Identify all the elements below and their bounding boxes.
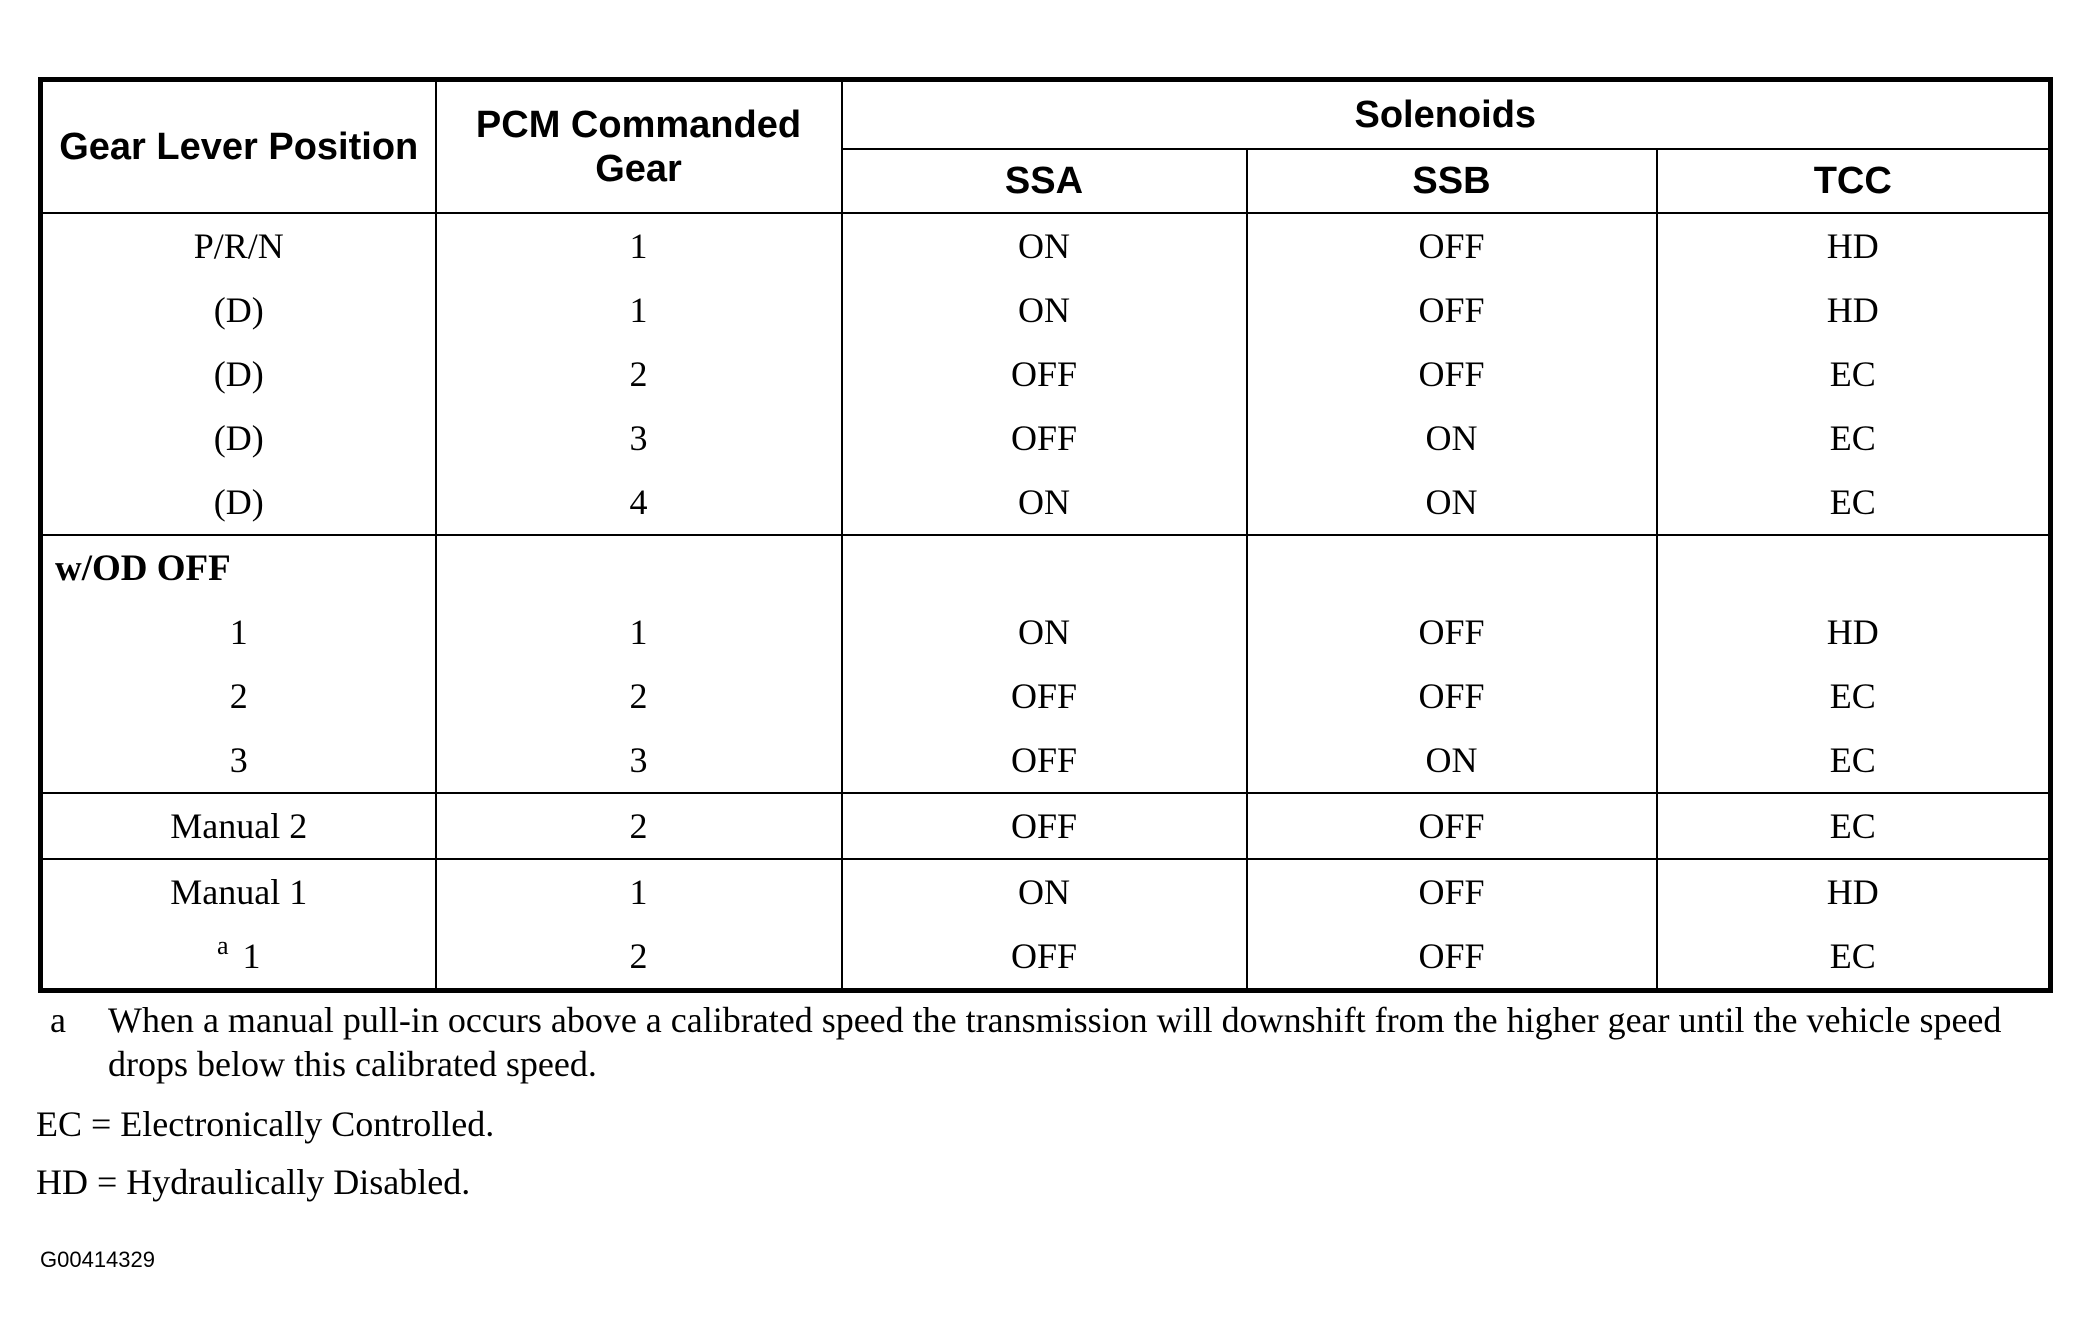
figure-id: G00414329 xyxy=(40,1247,155,1272)
cell-gear-lever-position: Manual 2 xyxy=(41,793,436,859)
cell-ssa: ON xyxy=(842,600,1247,664)
header-pcm-commanded-gear: PCM Commanded Gear xyxy=(436,80,842,214)
cell-ssb: OFF xyxy=(1247,600,1657,664)
table-row xyxy=(41,470,2051,535)
header-solenoids: Solenoids xyxy=(842,80,2051,150)
cell-gear-lever-position: (D) xyxy=(41,406,436,470)
cell-gear-lever-position: 1 xyxy=(41,600,436,664)
cell-ssb: ON xyxy=(1247,406,1657,470)
empty-cell xyxy=(436,535,842,600)
cell-gear-lever-position: (D) xyxy=(41,470,436,535)
ec-definition: EC = Electronically Controlled. xyxy=(36,1104,495,1144)
cell-ssb: OFF xyxy=(1247,342,1657,406)
cell-ssb: ON xyxy=(1247,728,1657,793)
header-ssb: SSB xyxy=(1247,149,1657,213)
cell-ssb: OFF xyxy=(1247,924,1657,991)
cell-tcc: HD xyxy=(1826,290,1879,330)
group-title: w/OD OFF xyxy=(41,535,436,600)
cell-gear-lever-position xyxy=(41,924,436,991)
table-body xyxy=(41,213,2051,991)
cell-pcm-commanded-gear: 2 xyxy=(436,664,842,728)
footnote-mark: a xyxy=(50,1000,66,1040)
cell-ssa: ON xyxy=(842,470,1247,535)
cell-pcm-commanded-gear: 4 xyxy=(436,470,842,535)
cell-tcc: HD xyxy=(1826,612,1879,652)
cell-gear-lever-position: (D) xyxy=(41,342,436,406)
table-row xyxy=(41,342,2051,406)
cell-ssa: OFF xyxy=(842,664,1247,728)
notes-section xyxy=(36,998,2046,1204)
footnote xyxy=(36,998,2046,1086)
table-row xyxy=(41,213,2051,278)
header-ssa: SSA xyxy=(842,149,1247,213)
cell-pcm-commanded-gear: 3 xyxy=(436,406,842,470)
header-tcc: TCC xyxy=(1657,149,2051,213)
cell-ssb: OFF xyxy=(1247,664,1657,728)
table-row xyxy=(41,859,2051,924)
cell-tcc: HD xyxy=(1826,872,1879,912)
cell-tcc: EC xyxy=(1657,793,2051,859)
table-row xyxy=(41,278,2051,342)
empty-cell xyxy=(1247,535,1657,600)
cell-pcm-commanded-gear: 2 xyxy=(436,924,842,991)
cell-pcm-commanded-gear: 1 xyxy=(436,859,842,924)
cell-ssb: ON xyxy=(1247,470,1657,535)
table-row xyxy=(41,406,2051,470)
footnote-text: When a manual pull-in occurs above a calibrated speed the transmission will downshift from the higher gear until the vehicle speed drops below this calibrated speed. xyxy=(108,1000,2002,1084)
cell-tcc: EC xyxy=(1657,470,2051,535)
cell-ssa: OFF xyxy=(842,342,1247,406)
cell-ssb: OFF xyxy=(1247,213,1657,278)
footnote-reference: a xyxy=(216,931,229,960)
position-value: 1 xyxy=(242,936,261,976)
cell-ssa: OFF xyxy=(842,793,1247,859)
hd-definition: HD = Hydraulically Disabled. xyxy=(36,1162,471,1202)
empty-cell xyxy=(842,535,1247,600)
cell-pcm-commanded-gear: 2 xyxy=(436,342,842,406)
cell-pcm-commanded-gear: 2 xyxy=(436,793,842,859)
cell-ssb: OFF xyxy=(1247,278,1657,342)
cell-tcc: EC xyxy=(1829,676,1876,716)
cell-tcc: EC xyxy=(1657,728,2051,793)
cell-tcc: EC xyxy=(1829,354,1876,394)
cell-gear-lever-position: 2 xyxy=(41,664,436,728)
cell-ssa: ON xyxy=(842,278,1247,342)
cell-pcm-commanded-gear: 1 xyxy=(436,213,842,278)
cell-tcc: EC xyxy=(1829,936,1876,976)
cell-pcm-commanded-gear: 1 xyxy=(436,278,842,342)
cell-gear-lever-position: (D) xyxy=(41,278,436,342)
cell-pcm-commanded-gear: 3 xyxy=(436,728,842,793)
table-row xyxy=(41,793,2051,859)
table-row xyxy=(41,924,2051,991)
cell-ssa: OFF xyxy=(842,406,1247,470)
cell-gear-lever-position: Manual 1 xyxy=(41,859,436,924)
cell-ssa: ON xyxy=(842,859,1247,924)
table-row xyxy=(41,600,2051,664)
table-row xyxy=(41,664,2051,728)
cell-tcc: HD xyxy=(1826,226,1879,266)
cell-tcc: EC xyxy=(1829,418,1876,458)
cell-gear-lever-position: P/R/N xyxy=(41,213,436,278)
cell-ssa: ON xyxy=(842,213,1247,278)
cell-ssb: OFF xyxy=(1247,859,1657,924)
header-gear-lever-position: Gear Lever Position xyxy=(41,80,436,214)
cell-ssa: OFF xyxy=(842,728,1247,793)
cell-gear-lever-position: 3 xyxy=(41,728,436,793)
cell-pcm-commanded-gear: 1 xyxy=(436,600,842,664)
table-row xyxy=(41,728,2051,793)
cell-ssa: OFF xyxy=(842,924,1247,991)
empty-cell xyxy=(1657,535,2051,600)
shift-solenoid-table xyxy=(38,77,2053,993)
group-title-row xyxy=(41,535,2051,600)
cell-ssb: OFF xyxy=(1247,793,1657,859)
